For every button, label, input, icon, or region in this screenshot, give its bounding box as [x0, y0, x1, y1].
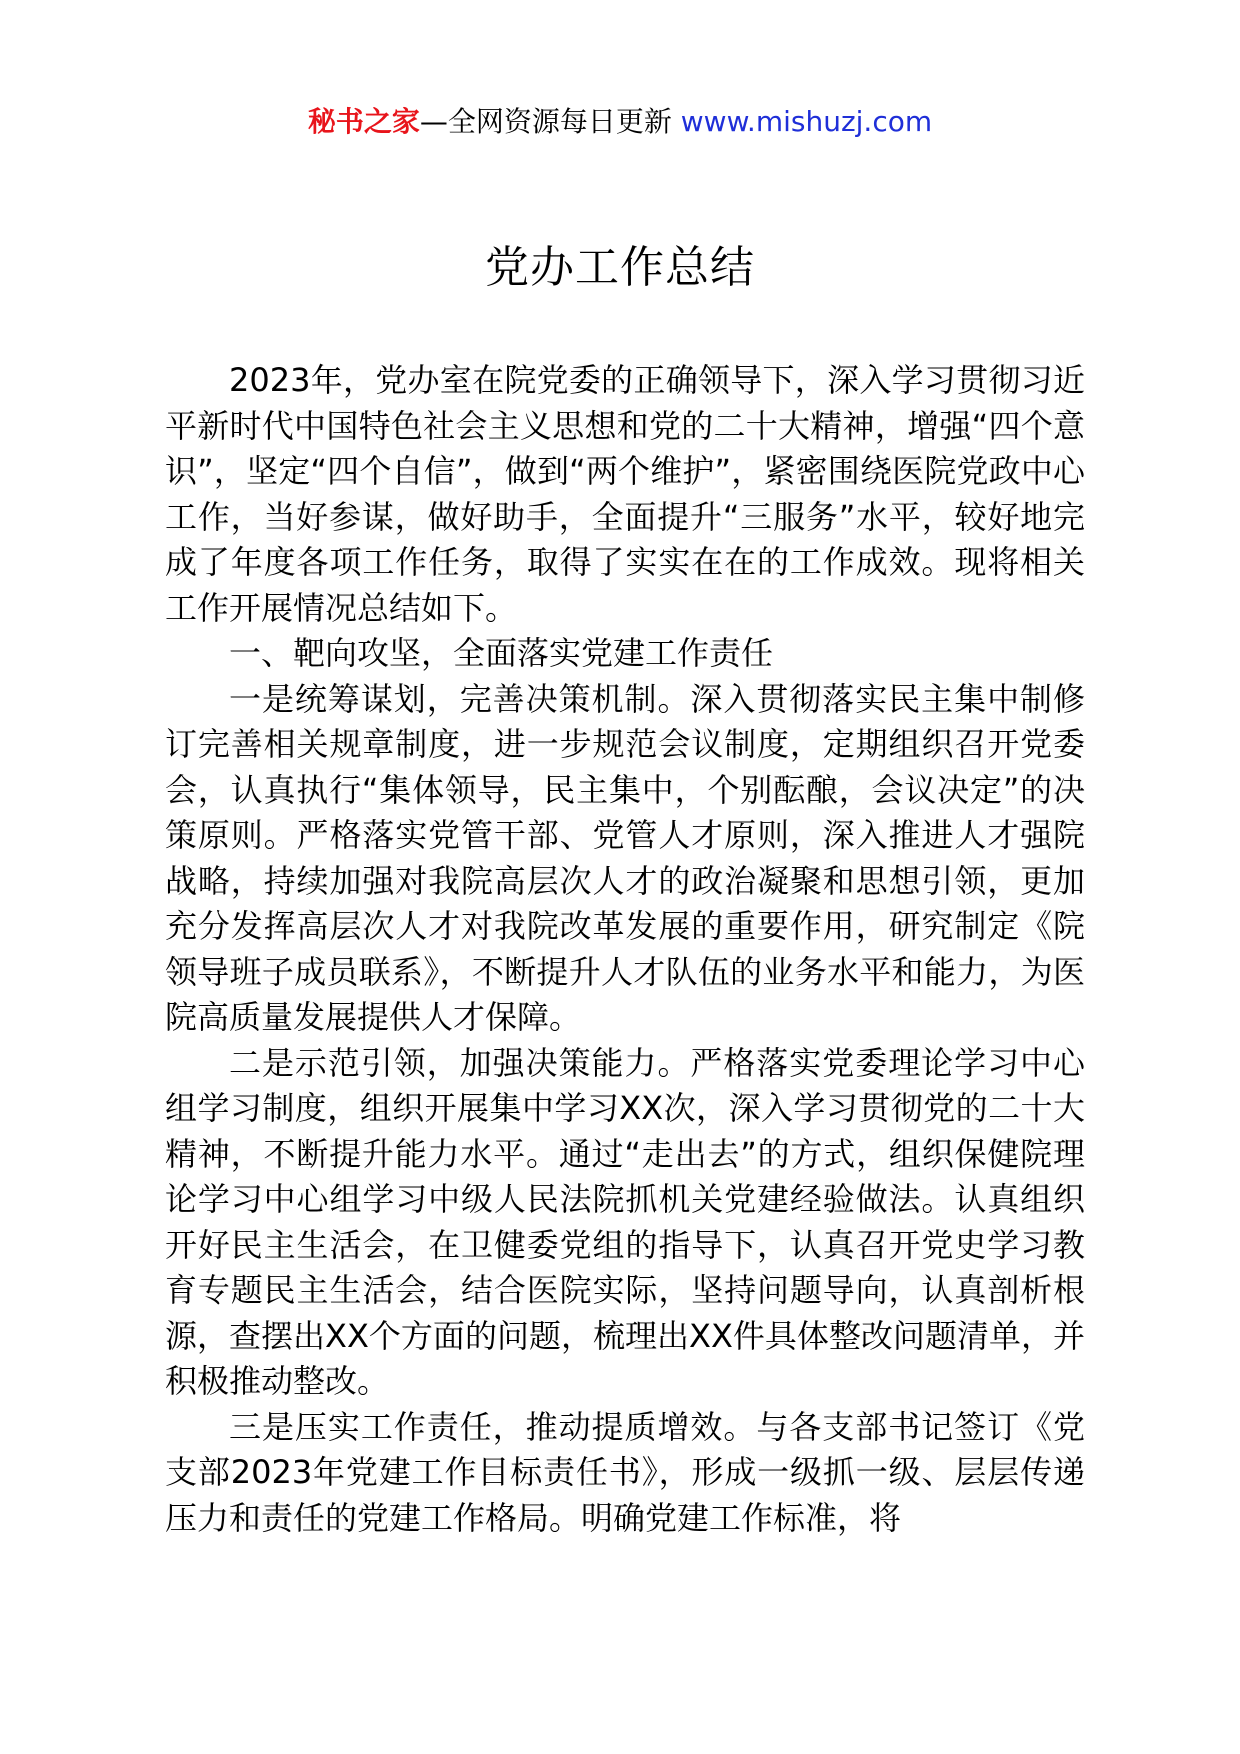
- paragraph-item-1: 一是统筹谋划，完善决策机制。深入贯彻落实民主集中制修订完善相关规章制度，进一步规范会议制度，定期组织召开党委会，认真执行“集体领导，民主集中，个别酝酿，会议决定”的决策原则。严格落实党管干部、党管人才原则，深入推进人才强院战略，持续加强对我院高层次人才的政治凝聚和思想引领，更加充分发挥高层次人才对我院改革发展的重要作用，研究制定《院领导班子成员联系》，不断提升人才队伍的业务水平和能力，为医院高质量发展提供人才保障。: [165, 679, 1085, 1036]
- site-brand-name: 秘书之家: [307, 105, 420, 138]
- site-banner: [0, 102, 1240, 142]
- site-tagline: —全网资源每日更新: [419, 105, 681, 138]
- paragraph-item-3: 三是压实工作责任，推动提质增效。与各支部书记签订《党支部2023年党建工作目标责任书》，形成一级抓一级、层层传递压力和责任的党建工作格局。明确党建工作标准，将: [165, 1407, 1085, 1537]
- section-heading-1: 一、靶向攻坚，全面落实党建工作责任: [229, 634, 774, 672]
- site-url-link[interactable]: www.mishuzj.com: [680, 105, 933, 138]
- paragraph-item-2: 二是示范引领，加强决策能力。严格落实党委理论学习中心组学习制度，组织开展集中学习XX次，深入学习贯彻党的二十大精神，不断提升能力水平。通过“走出去”的方式，组织保健院理论学习中心组学习中级人民法院抓机关党建经验做法。认真组织开好民主生活会，在卫健委党组的指导下，认真召开党史学习教育专题民主生活会，结合医院实际，坚持问题导向，认真剖析根源，查摆出XX个方面的问题，梳理出XX件具体整改问题清单，并积极推动整改。: [165, 1043, 1085, 1400]
- document-body: [165, 358, 1085, 1541]
- document-title: 党办工作总结: [485, 242, 755, 293]
- paragraph-intro: 2023年，党办室在院党委的正确领导下，深入学习贯彻习近平新时代中国特色社会主义思想和党的二十大精神，增强“四个意识”，坚定“四个自信”，做到“两个维护”，紧密围绕医院党政中心工作，当好参谋，做好助手，全面提升“三服务”水平，较好地完成了年度各项工作任务，取得了实实在在的工作成效。现将相关工作开展情况总结如下。: [165, 361, 1085, 627]
